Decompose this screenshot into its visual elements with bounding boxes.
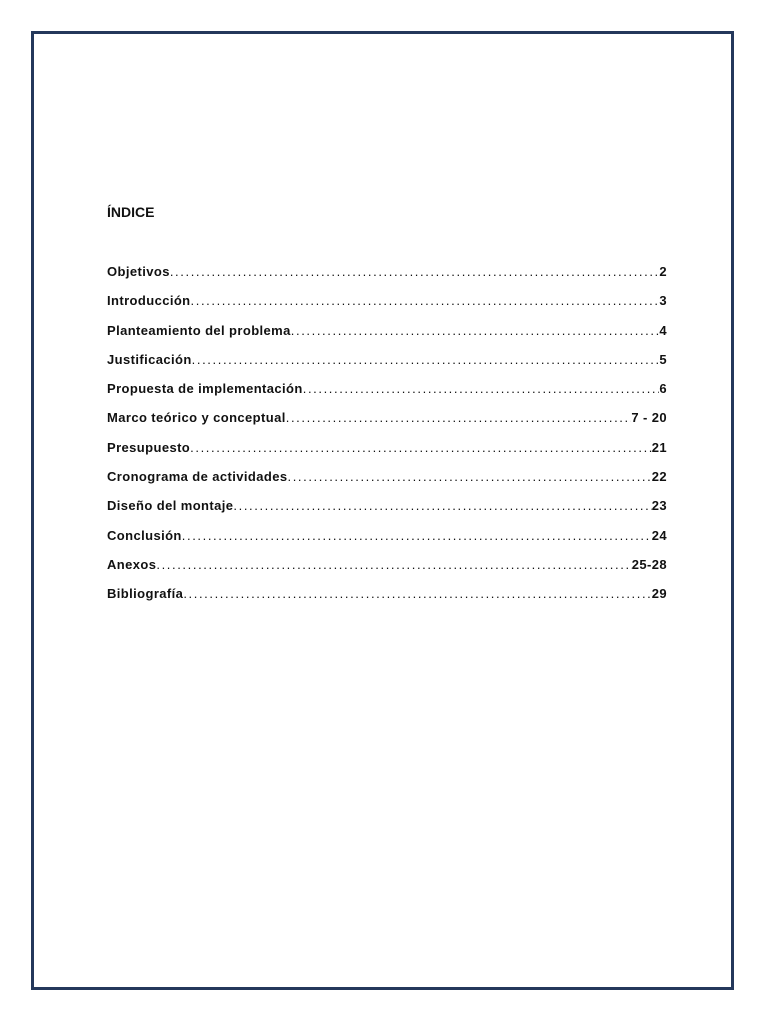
toc-entry-label: Diseño del montaje <box>107 498 234 514</box>
toc-entry-page: 7 - 20 <box>631 410 667 426</box>
toc-entry-bibliografia <box>107 584 667 613</box>
toc-entry-diseno <box>107 496 667 525</box>
toc-entry-marco-teorico <box>107 408 667 437</box>
dot-leader <box>303 379 660 399</box>
toc-entry-anexos <box>107 555 667 584</box>
toc-entry-label: Presupuesto <box>107 439 191 455</box>
toc-entry-page: 3 <box>659 293 667 309</box>
toc-entry-page: 22 <box>651 469 667 485</box>
toc-entry-label: Conclusión <box>107 527 182 543</box>
toc-entry-label: Anexos <box>107 556 157 572</box>
toc-entry-page: 24 <box>651 527 667 543</box>
dot-leader <box>170 262 660 282</box>
table-of-contents <box>107 262 667 614</box>
dot-leader <box>182 526 652 546</box>
dot-leader <box>156 555 631 575</box>
toc-entry-objetivos <box>107 262 667 291</box>
toc-entry-introduccion <box>107 291 667 320</box>
toc-entry-page: 23 <box>651 498 667 514</box>
toc-entry-presupuesto <box>107 438 667 467</box>
toc-entry-label: Planteamiento del problema <box>107 322 291 338</box>
dot-leader <box>190 438 652 458</box>
toc-entry-page: 2 <box>659 264 667 279</box>
toc-entry-page: 29 <box>651 586 667 602</box>
page-title: ÍNDICE <box>107 204 155 220</box>
dot-leader <box>192 350 660 370</box>
toc-entry-planteamiento <box>107 321 667 350</box>
dot-leader <box>291 321 660 341</box>
toc-entry-label: Objetivos <box>107 264 170 279</box>
toc-entry-label: Marco teórico y conceptual <box>107 410 286 426</box>
dot-leader <box>191 291 660 311</box>
toc-entry-cronograma <box>107 467 667 496</box>
toc-entry-page: 4 <box>659 322 667 338</box>
toc-entry-label: Propuesta de implementación <box>107 381 303 397</box>
toc-entry-label: Cronograma de actividades <box>107 469 288 485</box>
dot-leader <box>288 467 652 487</box>
toc-entry-label: Justificación <box>107 351 192 367</box>
dot-leader <box>233 496 651 516</box>
toc-entry-propuesta <box>107 379 667 408</box>
toc-entry-conclusion <box>107 526 667 555</box>
toc-entry-label: Introducción <box>107 293 191 309</box>
toc-entry-justificacion <box>107 350 667 379</box>
dot-leader <box>183 584 651 604</box>
toc-entry-page: 21 <box>651 439 667 455</box>
toc-entry-page: 6 <box>659 381 667 397</box>
toc-entry-label: Bibliografía <box>107 586 184 602</box>
toc-entry-page: 5 <box>659 351 667 367</box>
dot-leader <box>286 408 632 428</box>
toc-entry-page: 25-28 <box>631 556 667 572</box>
